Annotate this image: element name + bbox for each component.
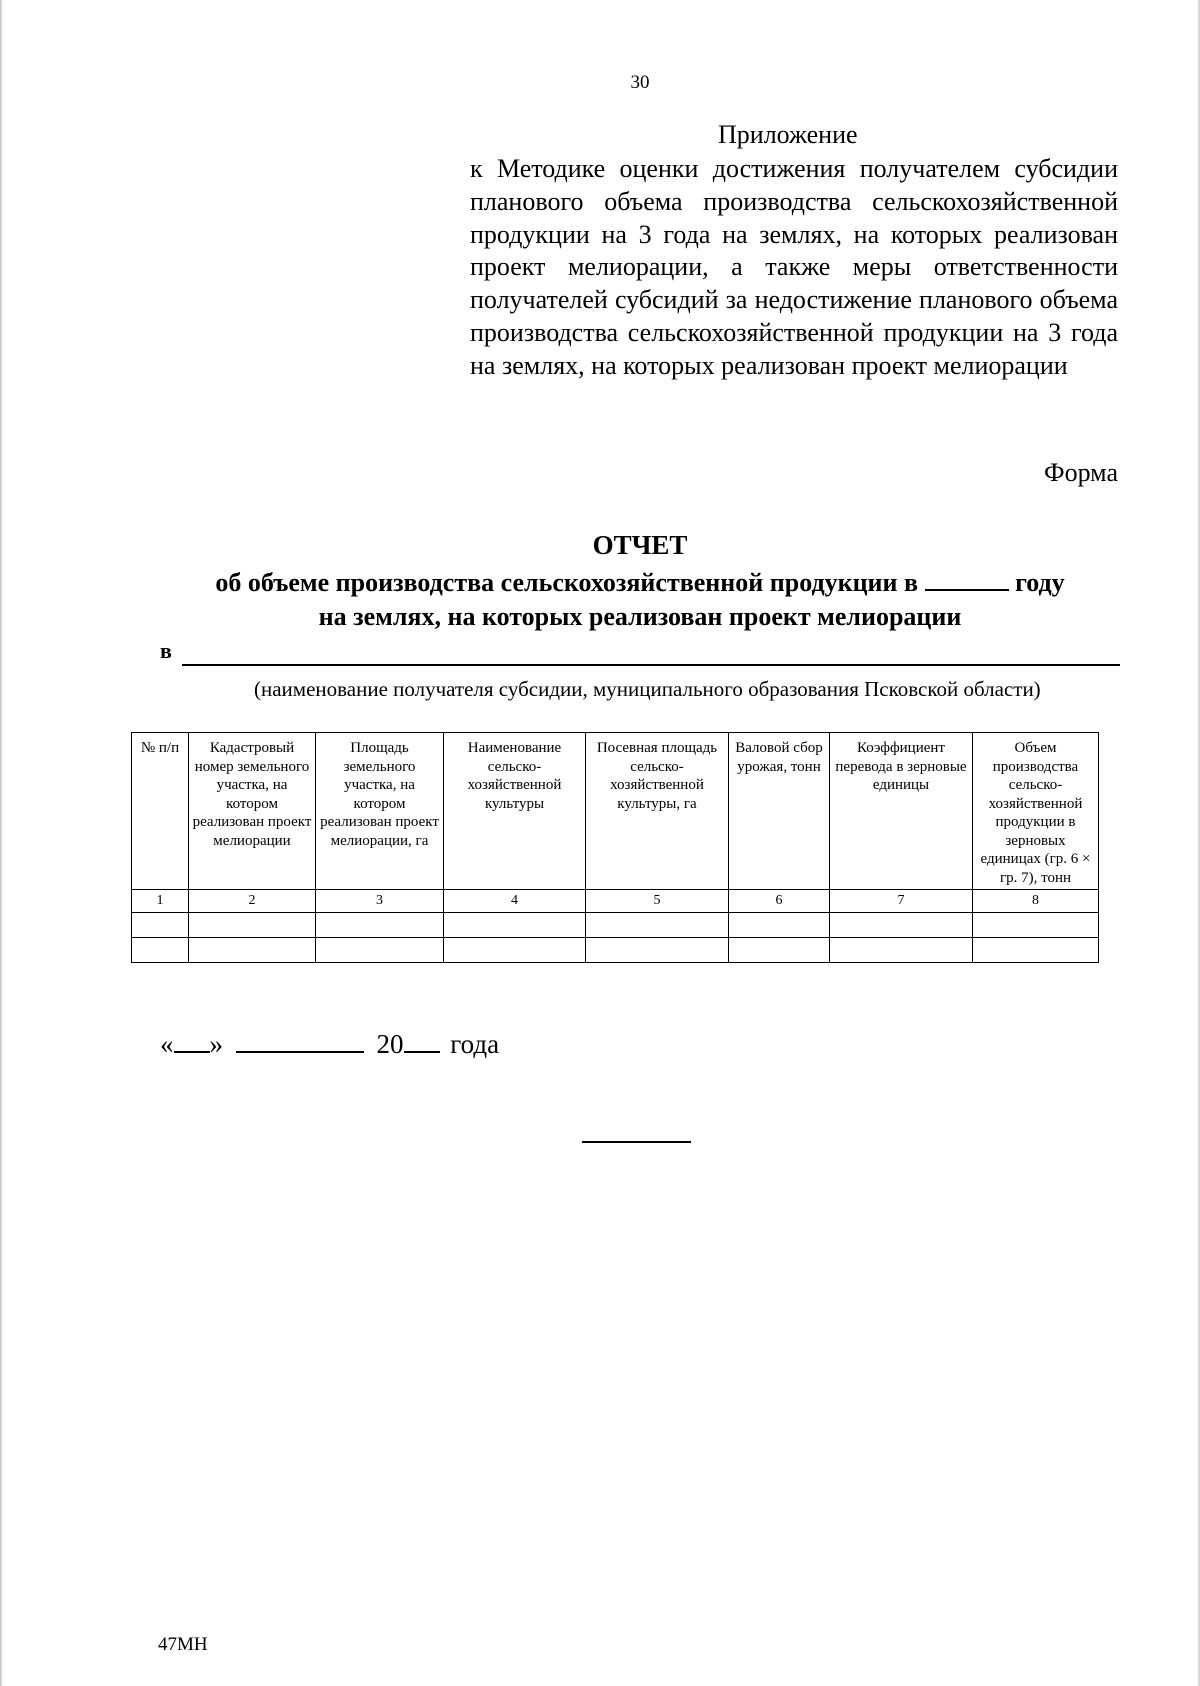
date-open-quote: « [160,1029,174,1059]
report-table [131,732,1099,963]
column-number: 6 [729,890,830,913]
table-cell[interactable] [729,938,830,963]
table-cell[interactable] [973,938,1099,963]
table-cell[interactable] [132,913,189,938]
appendix-heading: Приложение [718,120,858,149]
column-header: Валовой сбор урожая, тонн [729,733,830,890]
form-label: Форма [1044,458,1118,487]
date-line [160,1028,499,1060]
day-blank[interactable] [174,1028,210,1053]
table-cell[interactable] [189,913,316,938]
appendix-text: к Методике оценки достижения получателем субсидии планового объема производства сельскохозяйственной продукции на 3 года на землях, на которых реализован проект мелиорации, а также меры ответственности получателей субсидий за недостижение планового объема производства сельскохозяйственной продукции на 3 года на землях, на которых реализован проект мелиорации [470,154,1118,380]
scan-edge-left [0,0,3,1686]
table-cell[interactable] [586,938,729,963]
column-header: Кадастровый номер земельного участка, на котором реализован проект мелиорации [189,733,316,890]
table-header-row [132,733,1099,890]
recipient-blank[interactable] [182,664,1120,666]
table-row [132,913,1099,938]
table-row [132,938,1099,963]
footer-code: 47МН [158,1634,208,1655]
report-title: ОТЧЕТ [592,530,688,560]
table-cell[interactable] [132,938,189,963]
report-subtitle-part1: об объеме производства сельскохозяйственной продукции в [215,568,919,597]
month-blank[interactable] [236,1028,364,1053]
year-blank[interactable] [925,567,1009,591]
column-number: 4 [444,890,586,913]
column-number: 7 [830,890,973,913]
column-header: Наименование сельско-хозяйственной культуры [444,733,586,890]
report-subtitle [0,566,1200,634]
table-cell[interactable] [830,913,973,938]
column-header: № п/п [132,733,189,890]
column-header: Коэффициент перевода в зерновые единицы [830,733,973,890]
table-cell[interactable] [586,913,729,938]
column-header: Площадь земельного участка, на котором реализован проект мелиорации, га [316,733,444,890]
column-number: 8 [973,890,1099,913]
table-cell[interactable] [444,913,586,938]
date-close-quote: » [209,1029,223,1059]
table-cell[interactable] [189,938,316,963]
report-subtitle-part2: году [1015,568,1065,597]
report-subtitle-line2: на землях, на которых реализован проект мелиорации [318,602,962,631]
column-number: 2 [189,890,316,913]
table-cell[interactable] [973,913,1099,938]
column-header: Объем производства сельско-хозяйственной продукции в зерновых единицах (гр. 6 × гр. 7), тонн [973,733,1099,890]
recipient-prefix: в [160,638,172,663]
year-word: года [450,1029,500,1059]
year-suffix-blank[interactable] [404,1028,440,1053]
recipient-row [160,638,1120,668]
table-cell[interactable] [316,913,444,938]
column-number: 3 [316,890,444,913]
column-number: 5 [586,890,729,913]
column-header: Посевная площадь сельско-хозяйственной культуры, га [586,733,729,890]
column-number: 1 [132,890,189,913]
table-cell[interactable] [830,938,973,963]
recipient-caption: (наименование получателя субсидии, муниципального образования Псковской области) [254,677,1041,701]
table-cell[interactable] [444,938,586,963]
table-cell[interactable] [316,938,444,963]
year-prefix: 20 [376,1029,404,1059]
footer-rule [582,1141,691,1143]
column-number-row [132,890,1099,913]
table-cell[interactable] [729,913,830,938]
page-number: 30 [630,72,650,93]
